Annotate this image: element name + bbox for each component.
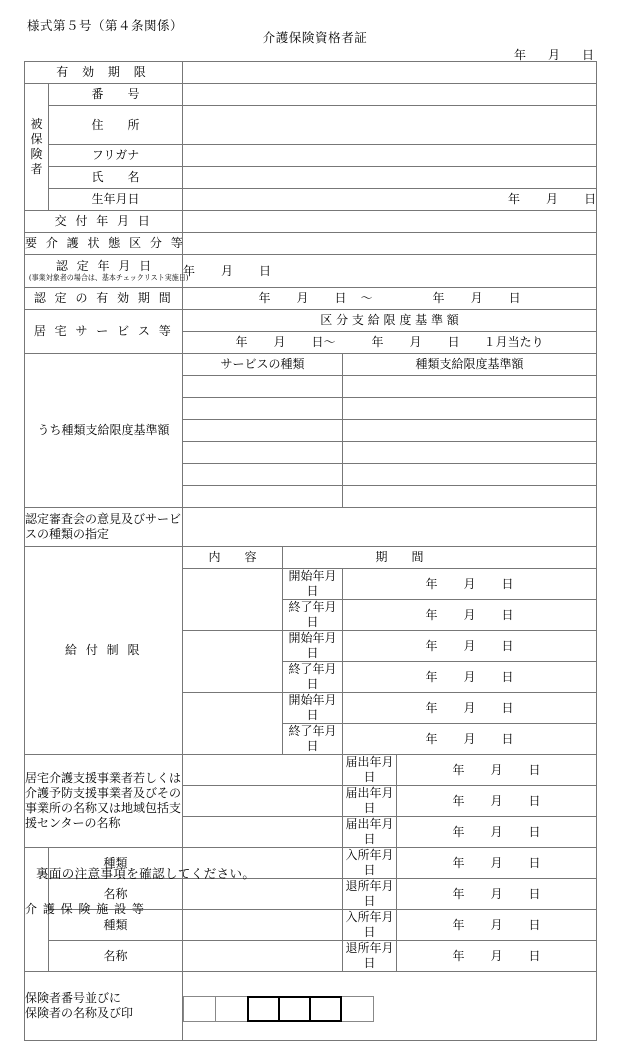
label-facility-type-1: 種類 xyxy=(49,848,183,879)
table-row-certification-valid-period xyxy=(25,288,597,310)
value-service-type-6[interactable] xyxy=(183,486,343,508)
certification-day: 日 xyxy=(259,263,272,278)
value-service-type-1[interactable] xyxy=(183,376,343,398)
benefit-1-end-run xyxy=(426,608,514,622)
value-certification-date[interactable] xyxy=(183,255,597,288)
value-insured-number[interactable] xyxy=(183,84,597,106)
label-discharge-date-1: 退所年月日 xyxy=(343,879,397,910)
label-end-date-2: 終了年月日 xyxy=(283,662,343,693)
label-report-date-1: 届出年月日 xyxy=(343,755,397,786)
value-insured-furigana[interactable] xyxy=(183,145,597,167)
label-insured-vertical xyxy=(25,84,49,211)
value-report-date-3[interactable] xyxy=(397,817,597,848)
table-row-facility-2 xyxy=(25,879,597,910)
r2-year: 年 xyxy=(452,793,465,808)
value-admission-date-2[interactable] xyxy=(397,910,597,941)
label-facility-name-2: 名称 xyxy=(49,941,183,972)
home-service-date-run xyxy=(235,335,543,349)
insured-char-2: 保 xyxy=(30,132,43,146)
label-per-month: １月当たり xyxy=(483,335,544,349)
label-certification-date xyxy=(25,255,189,288)
label-admission-date-2: 入所年月日 xyxy=(343,910,397,941)
f4-month: 月 xyxy=(490,948,503,963)
table-row-care-level xyxy=(25,233,597,255)
value-insurer[interactable] xyxy=(183,972,597,1041)
label-certification-date-note: (事業対象者の場合は、基本チェックリスト実施日) xyxy=(28,273,189,283)
valid-to-day: 日 xyxy=(508,291,521,305)
report-3-run xyxy=(453,825,541,839)
value-service-type-2[interactable] xyxy=(183,398,343,420)
birthdate-month: 月 xyxy=(546,192,559,206)
value-benefit-content-1[interactable] xyxy=(183,569,283,631)
value-type-limit-1[interactable] xyxy=(343,376,597,398)
certification-year: 年 xyxy=(183,263,196,278)
header-benefit-period: 期 間 xyxy=(283,547,597,569)
form-number: 様式第５号（第４条関係） xyxy=(27,18,184,33)
f3-month: 月 xyxy=(490,917,503,932)
valid-to-year: 年 xyxy=(432,291,445,305)
value-support-provider-3[interactable] xyxy=(183,817,343,848)
insured-char-1: 被 xyxy=(30,117,43,131)
facility-4-run xyxy=(453,949,541,963)
f2-day: 日 xyxy=(528,886,541,901)
b1s-day: 日 xyxy=(501,576,514,591)
home-to-month: 月 xyxy=(409,335,422,349)
label-start-date-3: 開始年月日 xyxy=(283,693,343,724)
table-row-benefit-header xyxy=(25,547,597,569)
b3s-day: 日 xyxy=(501,700,514,715)
value-facility-4[interactable] xyxy=(183,941,343,972)
f4-day: 日 xyxy=(528,948,541,963)
value-end-date-2[interactable] xyxy=(343,662,597,693)
label-insurer: 保険者番号並びに 保険者の名称及び印 xyxy=(25,972,183,1041)
f1-month: 月 xyxy=(490,855,503,870)
table-row-validity-period xyxy=(25,62,597,84)
value-support-provider-2[interactable] xyxy=(183,786,343,817)
value-type-limit-5[interactable] xyxy=(343,464,597,486)
table-row-facility-3 xyxy=(25,910,597,941)
value-start-date-2[interactable] xyxy=(343,631,597,662)
page-title: 介護保険資格者証 xyxy=(262,30,368,45)
value-discharge-date-2[interactable] xyxy=(397,941,597,972)
insured-char-4: 者 xyxy=(30,162,43,176)
label-start-date-1: 開始年月日 xyxy=(283,569,343,600)
b3e-month: 月 xyxy=(463,731,476,746)
label-end-date-3: 終了年月日 xyxy=(283,724,343,755)
b1s-year: 年 xyxy=(425,576,438,591)
b3s-month: 月 xyxy=(463,700,476,715)
table-row-home-service-header xyxy=(25,310,597,332)
b2s-month: 月 xyxy=(463,638,476,653)
qualification-form-table xyxy=(24,61,597,1041)
table-row-issue-date xyxy=(25,211,597,233)
table-row-insured-address xyxy=(25,106,597,145)
table-row-insured-number xyxy=(25,84,597,106)
f1-year: 年 xyxy=(452,855,465,870)
table-row-facility-4 xyxy=(25,941,597,972)
value-insured-name[interactable] xyxy=(183,167,597,189)
label-insured-name: 氏 名 xyxy=(49,167,183,189)
certification-date-run xyxy=(183,264,271,278)
value-service-type-5[interactable] xyxy=(183,464,343,486)
value-certification-valid-period[interactable] xyxy=(183,288,597,310)
insurer-number-cell-2[interactable] xyxy=(215,996,248,1022)
label-home-service: 居 宅 サ ー ビ ス 等 xyxy=(25,310,183,354)
b2s-day: 日 xyxy=(501,638,514,653)
value-end-date-1[interactable] xyxy=(343,600,597,631)
table-row-insured-birthdate xyxy=(25,189,597,211)
label-end-date-1: 終了年月日 xyxy=(283,600,343,631)
r2-month: 月 xyxy=(490,793,503,808)
label-certification-date-main: 認 定 年 月 日 xyxy=(55,259,154,274)
benefit-2-end-run xyxy=(426,670,514,684)
b1e-year: 年 xyxy=(425,607,438,622)
insurer-number-cell-3[interactable] xyxy=(247,996,280,1022)
table-row-type-limit-header xyxy=(25,354,597,376)
valid-from-year: 年 xyxy=(258,291,271,305)
value-facility-2[interactable] xyxy=(183,879,343,910)
r2-day: 日 xyxy=(528,793,541,808)
value-home-service-period[interactable] xyxy=(183,332,597,354)
certification-month: 月 xyxy=(221,263,234,278)
value-end-date-3[interactable] xyxy=(343,724,597,755)
label-support-provider: 居宅介護支援事業者若しくは 介護予防支援事業者及びその 事業所の名称又は地域包括支 援センターの名称 xyxy=(25,755,183,848)
label-facility: 介 護 保 険 施 設 等 xyxy=(25,848,49,972)
b1e-month: 月 xyxy=(463,607,476,622)
header-type-limit-amount: 種類支給限度基準額 xyxy=(343,354,597,376)
f2-year: 年 xyxy=(452,886,465,901)
report-1-run xyxy=(453,763,541,777)
header-date-year: 年 xyxy=(513,48,526,62)
header-date-month: 月 xyxy=(547,48,560,62)
label-review-opinion: 認定審査会の意見及びサービ スの種類の指定 xyxy=(25,508,183,547)
value-type-limit-3[interactable] xyxy=(343,420,597,442)
value-start-date-1[interactable] xyxy=(343,569,597,600)
benefit-3-start-run xyxy=(426,701,514,715)
home-from-year: 年 xyxy=(235,335,248,349)
value-insured-birthdate[interactable] xyxy=(183,189,597,211)
value-report-date-2[interactable] xyxy=(397,786,597,817)
f2-month: 月 xyxy=(490,886,503,901)
home-to-day: 日 xyxy=(447,335,460,349)
valid-period-date-run xyxy=(258,291,520,305)
insured-char-3: 険 xyxy=(30,147,43,161)
value-type-limit-6[interactable] xyxy=(343,486,597,508)
facility-1-run xyxy=(453,856,541,870)
b2s-year: 年 xyxy=(425,638,438,653)
r1-month: 月 xyxy=(490,762,503,777)
label-issue-date: 交 付 年 月 日 xyxy=(25,211,183,233)
label-report-date-2: 届出年月日 xyxy=(343,786,397,817)
value-insured-address[interactable] xyxy=(183,106,597,145)
f3-day: 日 xyxy=(528,917,541,932)
b3s-year: 年 xyxy=(425,700,438,715)
r3-month: 月 xyxy=(490,824,503,839)
insurer-number-boxes[interactable] xyxy=(183,996,596,1022)
b2e-year: 年 xyxy=(425,669,438,684)
value-benefit-content-3[interactable] xyxy=(183,693,283,755)
r3-day: 日 xyxy=(528,824,541,839)
valid-to-month: 月 xyxy=(470,291,483,305)
label-discharge-date-2: 退所年月日 xyxy=(343,941,397,972)
value-facility-3[interactable] xyxy=(183,910,343,941)
label-admission-date-1: 入所年月日 xyxy=(343,848,397,879)
benefit-3-end-run xyxy=(426,732,514,746)
label-insured-address: 住 所 xyxy=(49,106,183,145)
table-row-insurer xyxy=(25,972,597,1041)
label-insured-number: 番 号 xyxy=(49,84,183,106)
b2e-day: 日 xyxy=(501,669,514,684)
label-facility-type-2: 種類 xyxy=(49,910,183,941)
label-type-limit: うち種類支給限度基準額 xyxy=(25,354,183,508)
table-row-certification-date xyxy=(25,255,597,288)
insurer-number-cell-4[interactable] xyxy=(278,996,311,1022)
value-service-type-4[interactable] xyxy=(183,442,343,464)
birthdate-day: 日 xyxy=(584,192,597,206)
insurer-number-cell-6[interactable] xyxy=(341,996,374,1022)
valid-from-day: 日 xyxy=(334,291,347,305)
value-admission-date-1[interactable] xyxy=(397,848,597,879)
b3e-day: 日 xyxy=(501,731,514,746)
f1-day: 日 xyxy=(528,855,541,870)
valid-period-tilde: ～ xyxy=(360,291,373,305)
value-discharge-date-1[interactable] xyxy=(397,879,597,910)
label-insured-birthdate: 生年月日 xyxy=(49,189,183,211)
insurer-number-cell-1[interactable] xyxy=(183,996,216,1022)
label-facility-name-1: 名称 xyxy=(49,879,183,910)
value-type-limit-4[interactable] xyxy=(343,442,597,464)
birthdate-date-run xyxy=(508,192,596,206)
report-2-run xyxy=(453,794,541,808)
value-care-level[interactable] xyxy=(183,233,597,255)
home-to-year: 年 xyxy=(371,335,384,349)
label-benefit-restriction: 給 付 制 限 xyxy=(25,547,183,755)
value-benefit-content-2[interactable] xyxy=(183,631,283,693)
value-issue-date[interactable] xyxy=(183,211,597,233)
b1s-month: 月 xyxy=(463,576,476,591)
table-row-insured-furigana xyxy=(25,145,597,167)
table-row-support-provider-1 xyxy=(25,755,597,786)
birthdate-year: 年 xyxy=(508,192,521,206)
label-report-date-3: 届出年月日 xyxy=(343,817,397,848)
label-category-limit: 区 分 支 給 限 度 基 準 額 xyxy=(183,310,597,332)
table-row-insured-name xyxy=(25,167,597,189)
benefit-2-start-run xyxy=(426,639,514,653)
label-certification-valid-period: 認 定 の 有 効 期 間 xyxy=(25,288,183,310)
footer-note: 裏面の注意事項を確認してください。 xyxy=(36,866,256,881)
header-date-day: 日 xyxy=(581,48,594,62)
facility-2-run xyxy=(453,887,541,901)
label-care-level: 要 介 護 状 態 区 分 等 xyxy=(25,233,183,255)
value-review-opinion[interactable] xyxy=(183,508,597,547)
label-insured-furigana: フリガナ xyxy=(49,145,183,167)
header-service-type: サービスの種類 xyxy=(183,354,343,376)
b2e-month: 月 xyxy=(463,669,476,684)
r3-year: 年 xyxy=(452,824,465,839)
r1-year: 年 xyxy=(452,762,465,777)
b1e-day: 日 xyxy=(501,607,514,622)
benefit-1-start-run xyxy=(426,577,514,591)
facility-3-run xyxy=(453,918,541,932)
f4-year: 年 xyxy=(452,948,465,963)
table-row-review-opinion xyxy=(25,508,597,547)
value-service-type-3[interactable] xyxy=(183,420,343,442)
value-start-date-3[interactable] xyxy=(343,693,597,724)
value-report-date-1[interactable] xyxy=(397,755,597,786)
home-from-month: 月 xyxy=(273,335,286,349)
label-validity-period: 有 効 期 限 xyxy=(25,62,183,84)
insurer-number-cell-5[interactable] xyxy=(309,996,342,1022)
b3e-year: 年 xyxy=(425,731,438,746)
r1-day: 日 xyxy=(528,762,541,777)
value-type-limit-2[interactable] xyxy=(343,398,597,420)
value-validity-period[interactable] xyxy=(183,62,597,84)
f3-year: 年 xyxy=(452,917,465,932)
valid-from-month: 月 xyxy=(296,291,309,305)
value-support-provider-1[interactable] xyxy=(183,755,343,786)
label-start-date-2: 開始年月日 xyxy=(283,631,343,662)
home-from-day-tilde: 日～ xyxy=(311,335,336,349)
header-benefit-content: 内 容 xyxy=(183,547,283,569)
